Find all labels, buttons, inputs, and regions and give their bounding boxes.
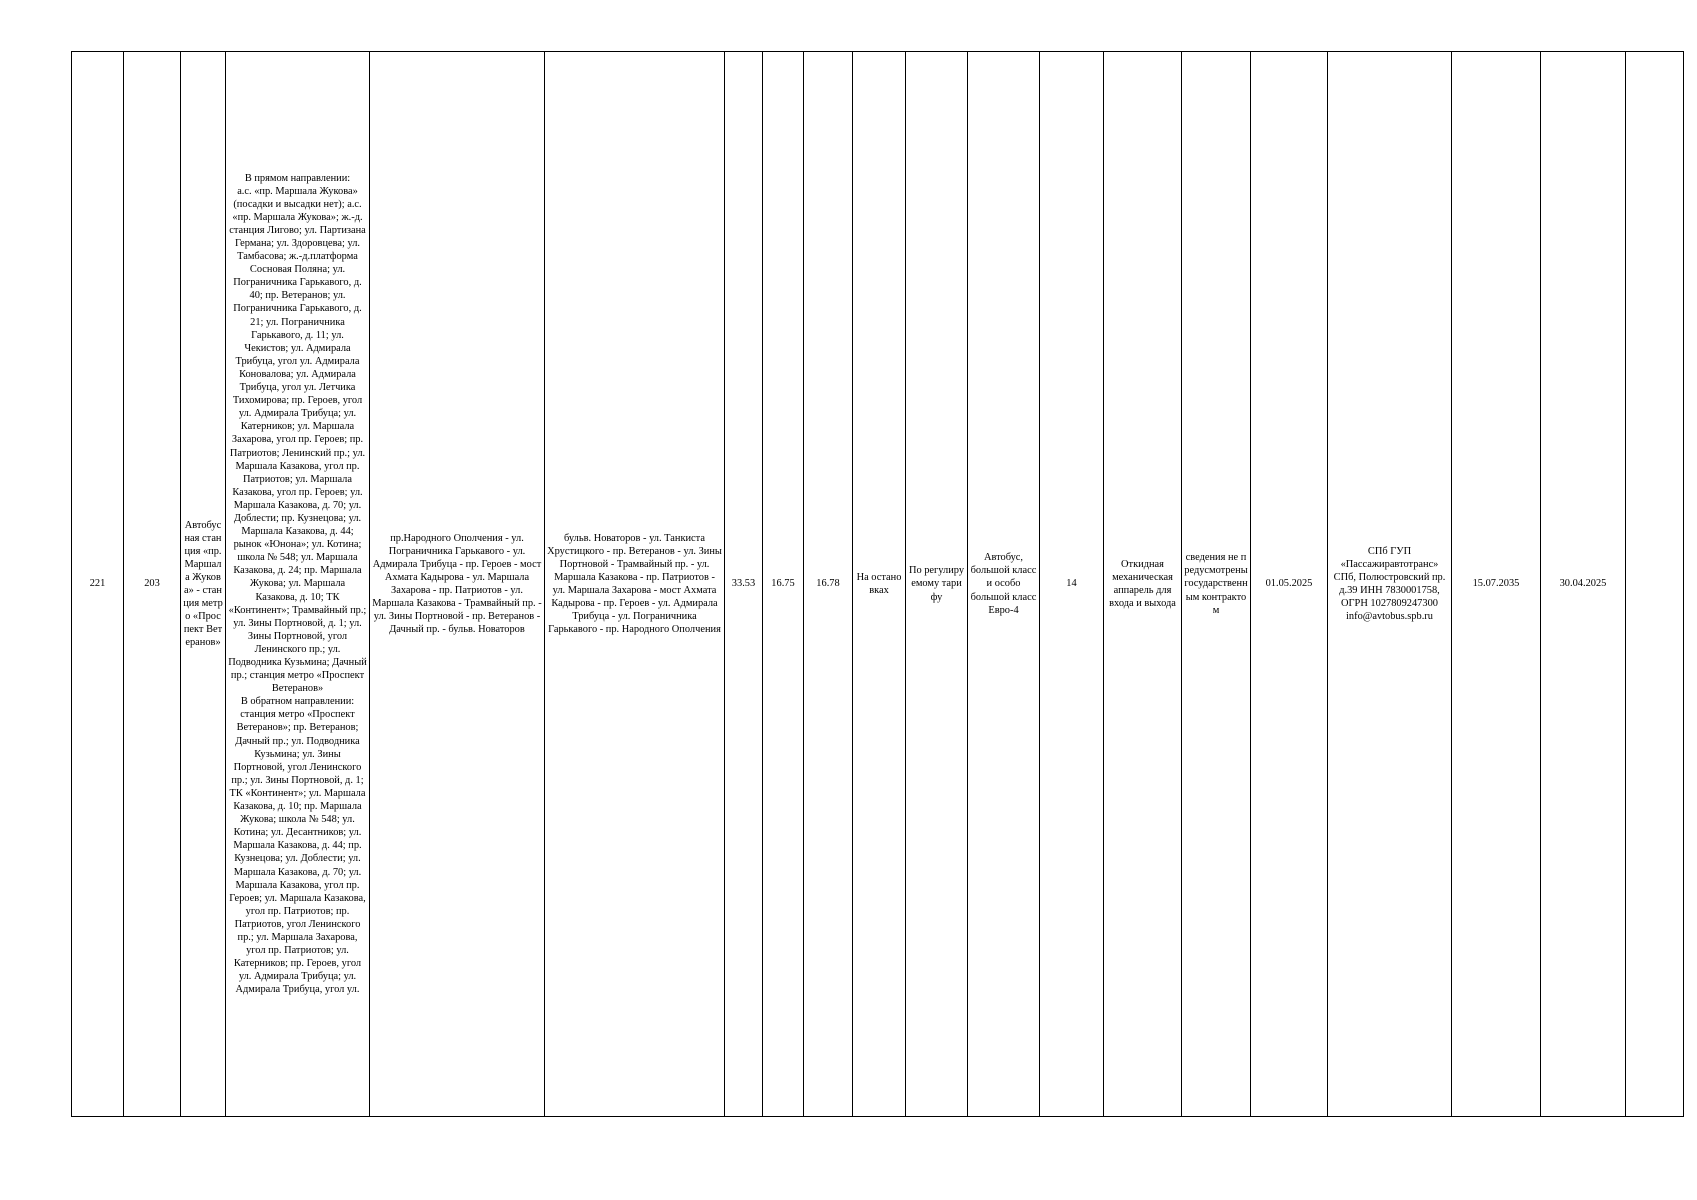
tariff-cell (906, 52, 968, 1117)
contract-note-cell (1182, 52, 1251, 1117)
carrier-info: СПб ГУП «Пассажиравтотранс» СПб, Полюстровский пр. д.39 ИНН 7830001758, ОГРН 1027809247300 info@avtobus.spb.ru (1333, 545, 1446, 623)
vehicle-class-cell (968, 52, 1040, 1117)
length-total: 16.78 (816, 578, 840, 590)
length-forward: 33.53 (731, 578, 756, 590)
streets-backward-cell (545, 52, 725, 1117)
stop-mode: На остановках (856, 571, 902, 596)
stops-backward-title: В обратном направлении: (240, 696, 355, 708)
route-registry-table (71, 51, 1684, 1117)
streets-backward: бульв. Новаторов - ул. Танкиста Хрустицкого - пр. Ветеранов - ул. Зины Портновой - Трамвайный пр. - ул. Маршала Казакова - пр. Патриотов - ул. Маршала Захарова - мост Ахмата Кадырова - пр. Героев - ул. Адмирала Трибуца - ул. Пограничника Гарькавого - пр. Народного Ополчения (547, 532, 722, 636)
contract-date: 30.04.2025 (1559, 578, 1607, 590)
registration-number-cell (72, 52, 124, 1117)
tariff: По регулируемому тарифу (908, 565, 965, 603)
streets-forward-cell (370, 52, 545, 1117)
start-date: 01.05.2025 (1265, 578, 1313, 590)
stops-backward-list: станция метро «Проспект Ветеранов»; пр. Ветеранов; Дачный пр.; ул. Подводника Кузьмина; ул. Зины Портновой, угол Ленинского пр.; ул. Зины Портновой, д. 1; ТК «Континент»; ул. Маршала Казакова, д. 10; пр. Маршала Жукова; школа № 548; ул. Котина; ул. Десантников; ул. Маршала Казакова, д. 44; пр. Кузнецова; ул. Доблести; ул. Маршала Казакова, д. 70; ул. Маршала Казакова, угол пр. Героев; ул. Маршала Казакова, угол пр. Патриотов; пр. Патриотов, угол Ленинского пр.; ул. Маршала Захарова, угол пр. Патриотов; ул. Катерников; пр. Героев, угол ул. Адмирала Трибуца; ул. Адмирала Трибуца, угол ул. (229, 709, 366, 996)
route-name-cell (181, 52, 226, 1117)
registration-number: 221 (89, 578, 106, 590)
equipment: Откидная механическая аппарель для входа и выхода (1109, 558, 1176, 610)
route-name: Автобусная станция «пр. Маршала Жукова» - станция метро «Проспект Ветеранов» (183, 519, 223, 649)
length-backward: 16.75 (771, 578, 795, 590)
extra-cell (1626, 52, 1684, 1117)
stop-mode-cell (853, 52, 906, 1117)
contract-note: сведения не предусмотрены государственным контрактом (1184, 552, 1248, 616)
end-date-cell (1452, 52, 1541, 1117)
stops-forward-title: В прямом направлении: (244, 172, 351, 184)
stops-cell (226, 52, 370, 1117)
vehicle-class: Автобус, большой класс и особо большой класс Евро-4 (970, 552, 1037, 616)
vehicle-count: 14 (1066, 578, 1077, 590)
end-date: 15.07.2035 (1472, 578, 1520, 590)
route-number: 203 (144, 578, 160, 590)
contract-date-cell (1541, 52, 1626, 1117)
stops-forward-list: а.с. «пр. Маршала Жукова» (посадки и высадки нет); а.с. «пр. Маршала Жукова»; ж.-д. станция Лигово; ул. Партизана Германа; ул. Здоровцева; ул. Тамбасова; ж.-д.платформа Сосновая Поляна; ул. Пограничника Гарькавого, д. 40; пр. Ветеранов; ул. Пограничника Гарькавого, д. 21; ул. Пограничника Гарькавого, д. 11; ул. Чекистов; ул. Адмирала Трибуца, угол ул. Адмирала Коновалова; ул. Адмирала Трибуца, угол ул. Летчика Тихомирова; пр. Героев, угол ул. Адмирала Трибуца; ул. Катерников; ул. Маршала Захарова, угол пр. Героев; пр. Патриотов; Ленинский пр.; ул. Маршала Казакова, угол пр. Патриотов; ул. Маршала Казакова, угол пр. Героев; ул. Маршала Казакова, д. 70; ул. Доблести; пр. Кузнецова; ул. Маршала Казакова, д. 44; рынок «Юнона»; ул. Котина; школа № 548; ул. Маршала Казакова, д. 24; пр. Маршала Жукова; ул. Маршала Казакова, д. 10; ТК «Континент»; Трамвайный пр.; ул. Зины Портновой, д. 1; ул. Зины Портновой, угол Ленинского пр.; ул. Подводника Кузьмина; Дачный пр.; станция метро «Проспект Ветеранов» (228, 185, 367, 695)
equipment-cell (1104, 52, 1182, 1117)
streets-forward: пр.Народного Ополчения - ул. Пограничника Гарькавого - ул. Адмирала Трибуца - пр. Героев - мост Ахмата Кадырова - ул. Маршала Захарова - пр. Патриотов - ул. Маршала Казакова - Трамвайный пр. - ул. Зины Портновой - пр. Ветеранов - Дачный пр. - бульв. Новаторов (372, 532, 542, 636)
vehicle-count-cell (1040, 52, 1104, 1117)
table-row (72, 52, 1684, 1117)
carrier-cell (1328, 52, 1452, 1117)
length-total-cell (804, 52, 853, 1117)
start-date-cell (1251, 52, 1328, 1117)
route-number-cell (124, 52, 181, 1117)
length-forward-cell (725, 52, 763, 1117)
length-backward-cell (763, 52, 804, 1117)
